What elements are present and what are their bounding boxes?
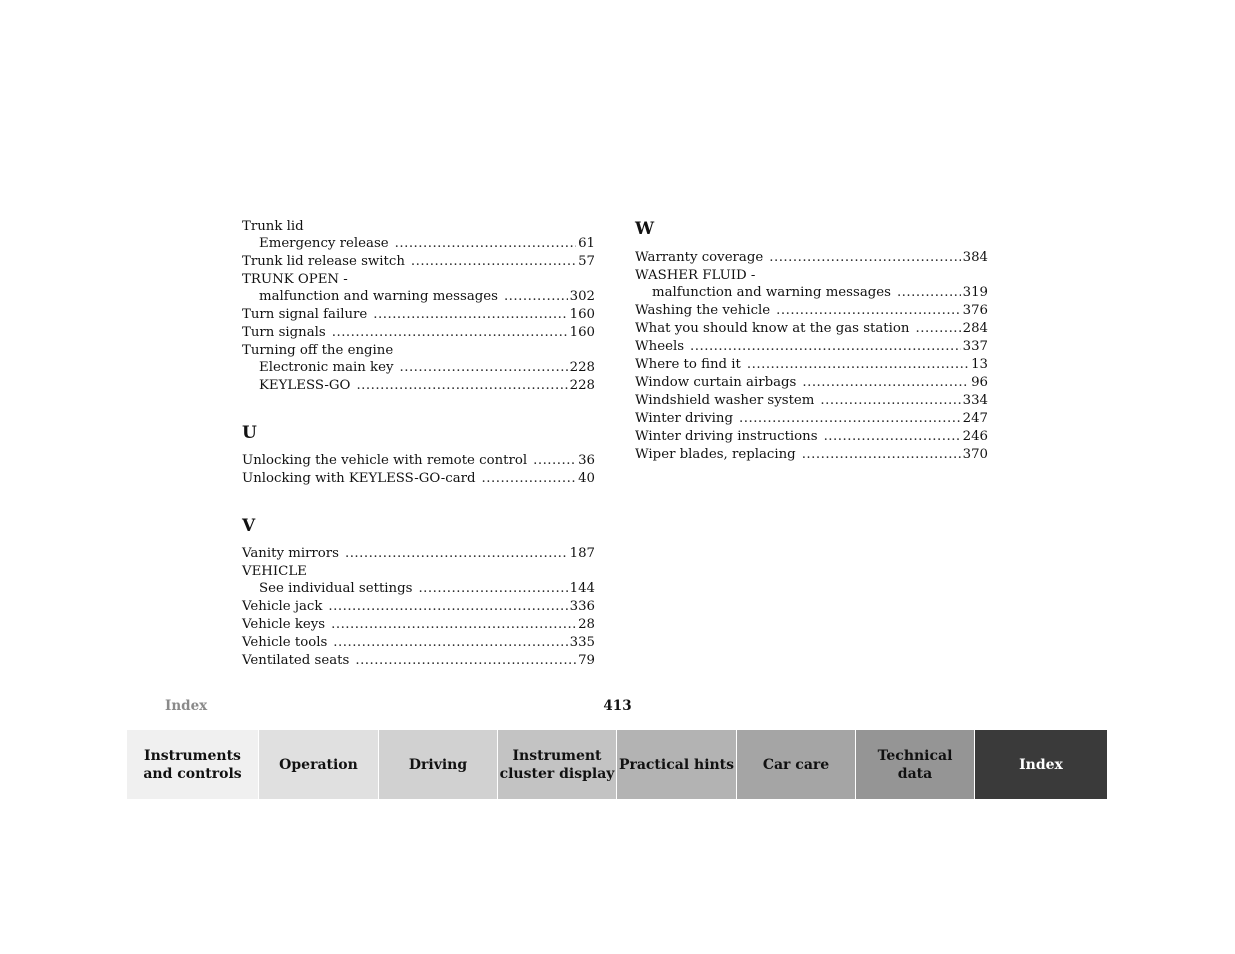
entry-page-number: 335 — [569, 635, 595, 650]
dot-leader — [345, 545, 568, 563]
tab-index[interactable]: Index — [975, 730, 1108, 799]
entry-page-number: 302 — [569, 289, 595, 304]
entry-text: See individual settings — [259, 581, 413, 596]
entry-text: VEHICLE — [242, 564, 307, 579]
entry-text: Trunk lid — [242, 219, 304, 234]
index-entry[interactable] — [635, 392, 988, 410]
entry-text: Winter driving instructions — [635, 429, 818, 444]
index-entry[interactable] — [242, 359, 595, 377]
index-column-right — [635, 218, 988, 464]
entry-text: TRUNK OPEN - — [242, 272, 348, 287]
entry-text: Ventilated seats — [242, 653, 350, 668]
dot-leader — [355, 652, 576, 670]
index-entry[interactable] — [635, 446, 988, 464]
entry-page-number: 61 — [578, 236, 595, 251]
entry-page-number: 96 — [971, 375, 988, 390]
entry-text: WASHER FLUID - — [635, 268, 756, 283]
index-entry[interactable] — [635, 410, 988, 428]
dot-leader — [802, 446, 961, 464]
entry-page-number: 337 — [962, 339, 988, 354]
index-entry[interactable] — [242, 452, 595, 470]
index-entry[interactable] — [242, 580, 595, 598]
dot-leader — [776, 302, 960, 320]
entry-page-number: 144 — [569, 581, 595, 596]
dot-leader — [824, 428, 961, 446]
tab-car-care[interactable]: Car care — [737, 730, 856, 799]
entry-text: Unlocking the vehicle with remote control — [242, 453, 528, 468]
entry-page-number: 13 — [971, 357, 988, 372]
entry-text: Vanity mirrors — [242, 546, 339, 561]
entry-text: malfunction and warning messages — [652, 285, 891, 300]
entry-page-number: 228 — [569, 378, 595, 393]
entry-text: Vehicle jack — [242, 599, 323, 614]
dot-leader — [331, 616, 576, 634]
entry-text: Where to find it — [635, 357, 741, 372]
entry-text: Winter driving — [635, 411, 734, 426]
index-entry[interactable] — [635, 356, 988, 374]
entry-text: Windshield washer system — [635, 393, 815, 408]
entry-text: malfunction and warning messages — [259, 289, 498, 304]
index-entry[interactable] — [635, 302, 988, 320]
entry-page-number: 319 — [962, 285, 988, 300]
index-heading — [242, 218, 595, 235]
entry-text: Unlocking with KEYLESS-GO-card — [242, 471, 476, 486]
entry-page-number: 79 — [578, 653, 595, 668]
entry-text: Vehicle tools — [242, 635, 328, 650]
index-section — [635, 218, 988, 464]
index-entry[interactable] — [635, 338, 988, 356]
dot-leader — [482, 470, 577, 488]
dot-leader — [897, 284, 961, 302]
index-entry[interactable] — [242, 652, 595, 670]
tab-practical-hints[interactable]: Practical hints — [617, 730, 737, 799]
index-section — [242, 218, 595, 395]
entry-page-number: 36 — [578, 453, 595, 468]
entry-page-number: 370 — [962, 447, 988, 462]
tab-technical-data[interactable]: Technical data — [856, 730, 975, 799]
index-entry[interactable] — [635, 249, 988, 267]
index-entry[interactable] — [242, 288, 595, 306]
dot-leader — [915, 320, 960, 338]
entry-text: What you should know at the gas station — [635, 321, 910, 336]
dot-leader — [739, 410, 961, 428]
index-column-left — [242, 218, 595, 670]
index-entry[interactable] — [242, 377, 595, 395]
entry-text: Wiper blades, replacing — [635, 447, 796, 462]
index-entry[interactable] — [242, 545, 595, 563]
entry-page-number: 187 — [569, 546, 595, 561]
entry-text: Turn signals — [242, 325, 326, 340]
entry-text: Vehicle keys — [242, 617, 326, 632]
tab-operation[interactable]: Operation — [259, 730, 379, 799]
dot-leader — [820, 392, 960, 410]
index-entry[interactable] — [635, 320, 988, 338]
entry-page-number: 336 — [569, 599, 595, 614]
entry-text: Emergency release — [259, 236, 389, 251]
dot-leader — [373, 306, 567, 324]
tab-instrument-cluster-display[interactable]: Instrument cluster display — [498, 730, 617, 799]
tab-driving[interactable]: Driving — [379, 730, 498, 799]
index-heading — [242, 271, 595, 288]
entry-text: Turn signal failure — [242, 307, 368, 322]
entry-text: Trunk lid release switch — [242, 254, 405, 269]
entry-page-number: 160 — [569, 325, 595, 340]
entry-page-number: 40 — [578, 471, 595, 486]
dot-leader — [328, 598, 567, 616]
entry-page-number: 228 — [569, 360, 595, 375]
entry-text: Electronic main key — [259, 360, 394, 375]
entry-page-number: 57 — [578, 254, 595, 269]
section-letter: W — [635, 219, 655, 239]
entry-text: Turning off the engine — [242, 343, 394, 358]
dot-leader — [395, 235, 576, 253]
index-entry[interactable] — [242, 324, 595, 342]
page-number: 413 — [603, 698, 632, 714]
index-entry[interactable] — [242, 616, 595, 634]
entry-page-number: 376 — [962, 303, 988, 318]
index-entry[interactable] — [242, 634, 595, 652]
tab-instruments-and-controls[interactable]: Instruments and controls — [127, 730, 259, 799]
dot-leader — [400, 359, 568, 377]
dot-leader — [418, 580, 567, 598]
index-entry[interactable] — [242, 253, 595, 271]
entry-page-number: 160 — [569, 307, 595, 322]
entry-page-number: 247 — [962, 411, 988, 426]
section-letter: V — [242, 516, 256, 536]
entry-text: Warranty coverage — [635, 250, 764, 265]
entry-page-number: 246 — [962, 429, 988, 444]
entry-page-number: 334 — [962, 393, 988, 408]
index-entry[interactable] — [635, 374, 988, 392]
dot-leader — [411, 253, 576, 271]
dot-leader — [504, 288, 568, 306]
index-entry[interactable] — [635, 284, 988, 302]
entry-text: KEYLESS-GO — [259, 378, 351, 393]
index-section — [242, 515, 595, 670]
section-letter: U — [242, 423, 257, 443]
entry-text: Window curtain airbags — [635, 375, 797, 390]
index-entry[interactable] — [242, 306, 595, 324]
dot-leader — [690, 338, 961, 356]
index-entry[interactable] — [242, 598, 595, 616]
index-entry[interactable] — [635, 428, 988, 446]
index-heading — [242, 563, 595, 580]
index-entry[interactable] — [242, 470, 595, 488]
chapter-tabs — [127, 730, 1108, 799]
dot-leader — [356, 377, 567, 395]
entry-page-number: 384 — [962, 250, 988, 265]
dot-leader — [333, 634, 567, 652]
index-section — [242, 422, 595, 488]
dot-leader — [769, 249, 960, 267]
footer-section-label: Index — [165, 698, 208, 714]
dot-leader — [533, 452, 576, 470]
entry-text: Washing the vehicle — [635, 303, 771, 318]
entry-page-number: 28 — [578, 617, 595, 632]
entry-text: Wheels — [635, 339, 685, 354]
entry-page-number: 284 — [962, 321, 988, 336]
index-entry[interactable] — [242, 235, 595, 253]
index-heading — [242, 342, 595, 359]
dot-leader — [802, 374, 969, 392]
dot-leader — [747, 356, 969, 374]
dot-leader — [332, 324, 568, 342]
index-heading — [635, 267, 988, 284]
